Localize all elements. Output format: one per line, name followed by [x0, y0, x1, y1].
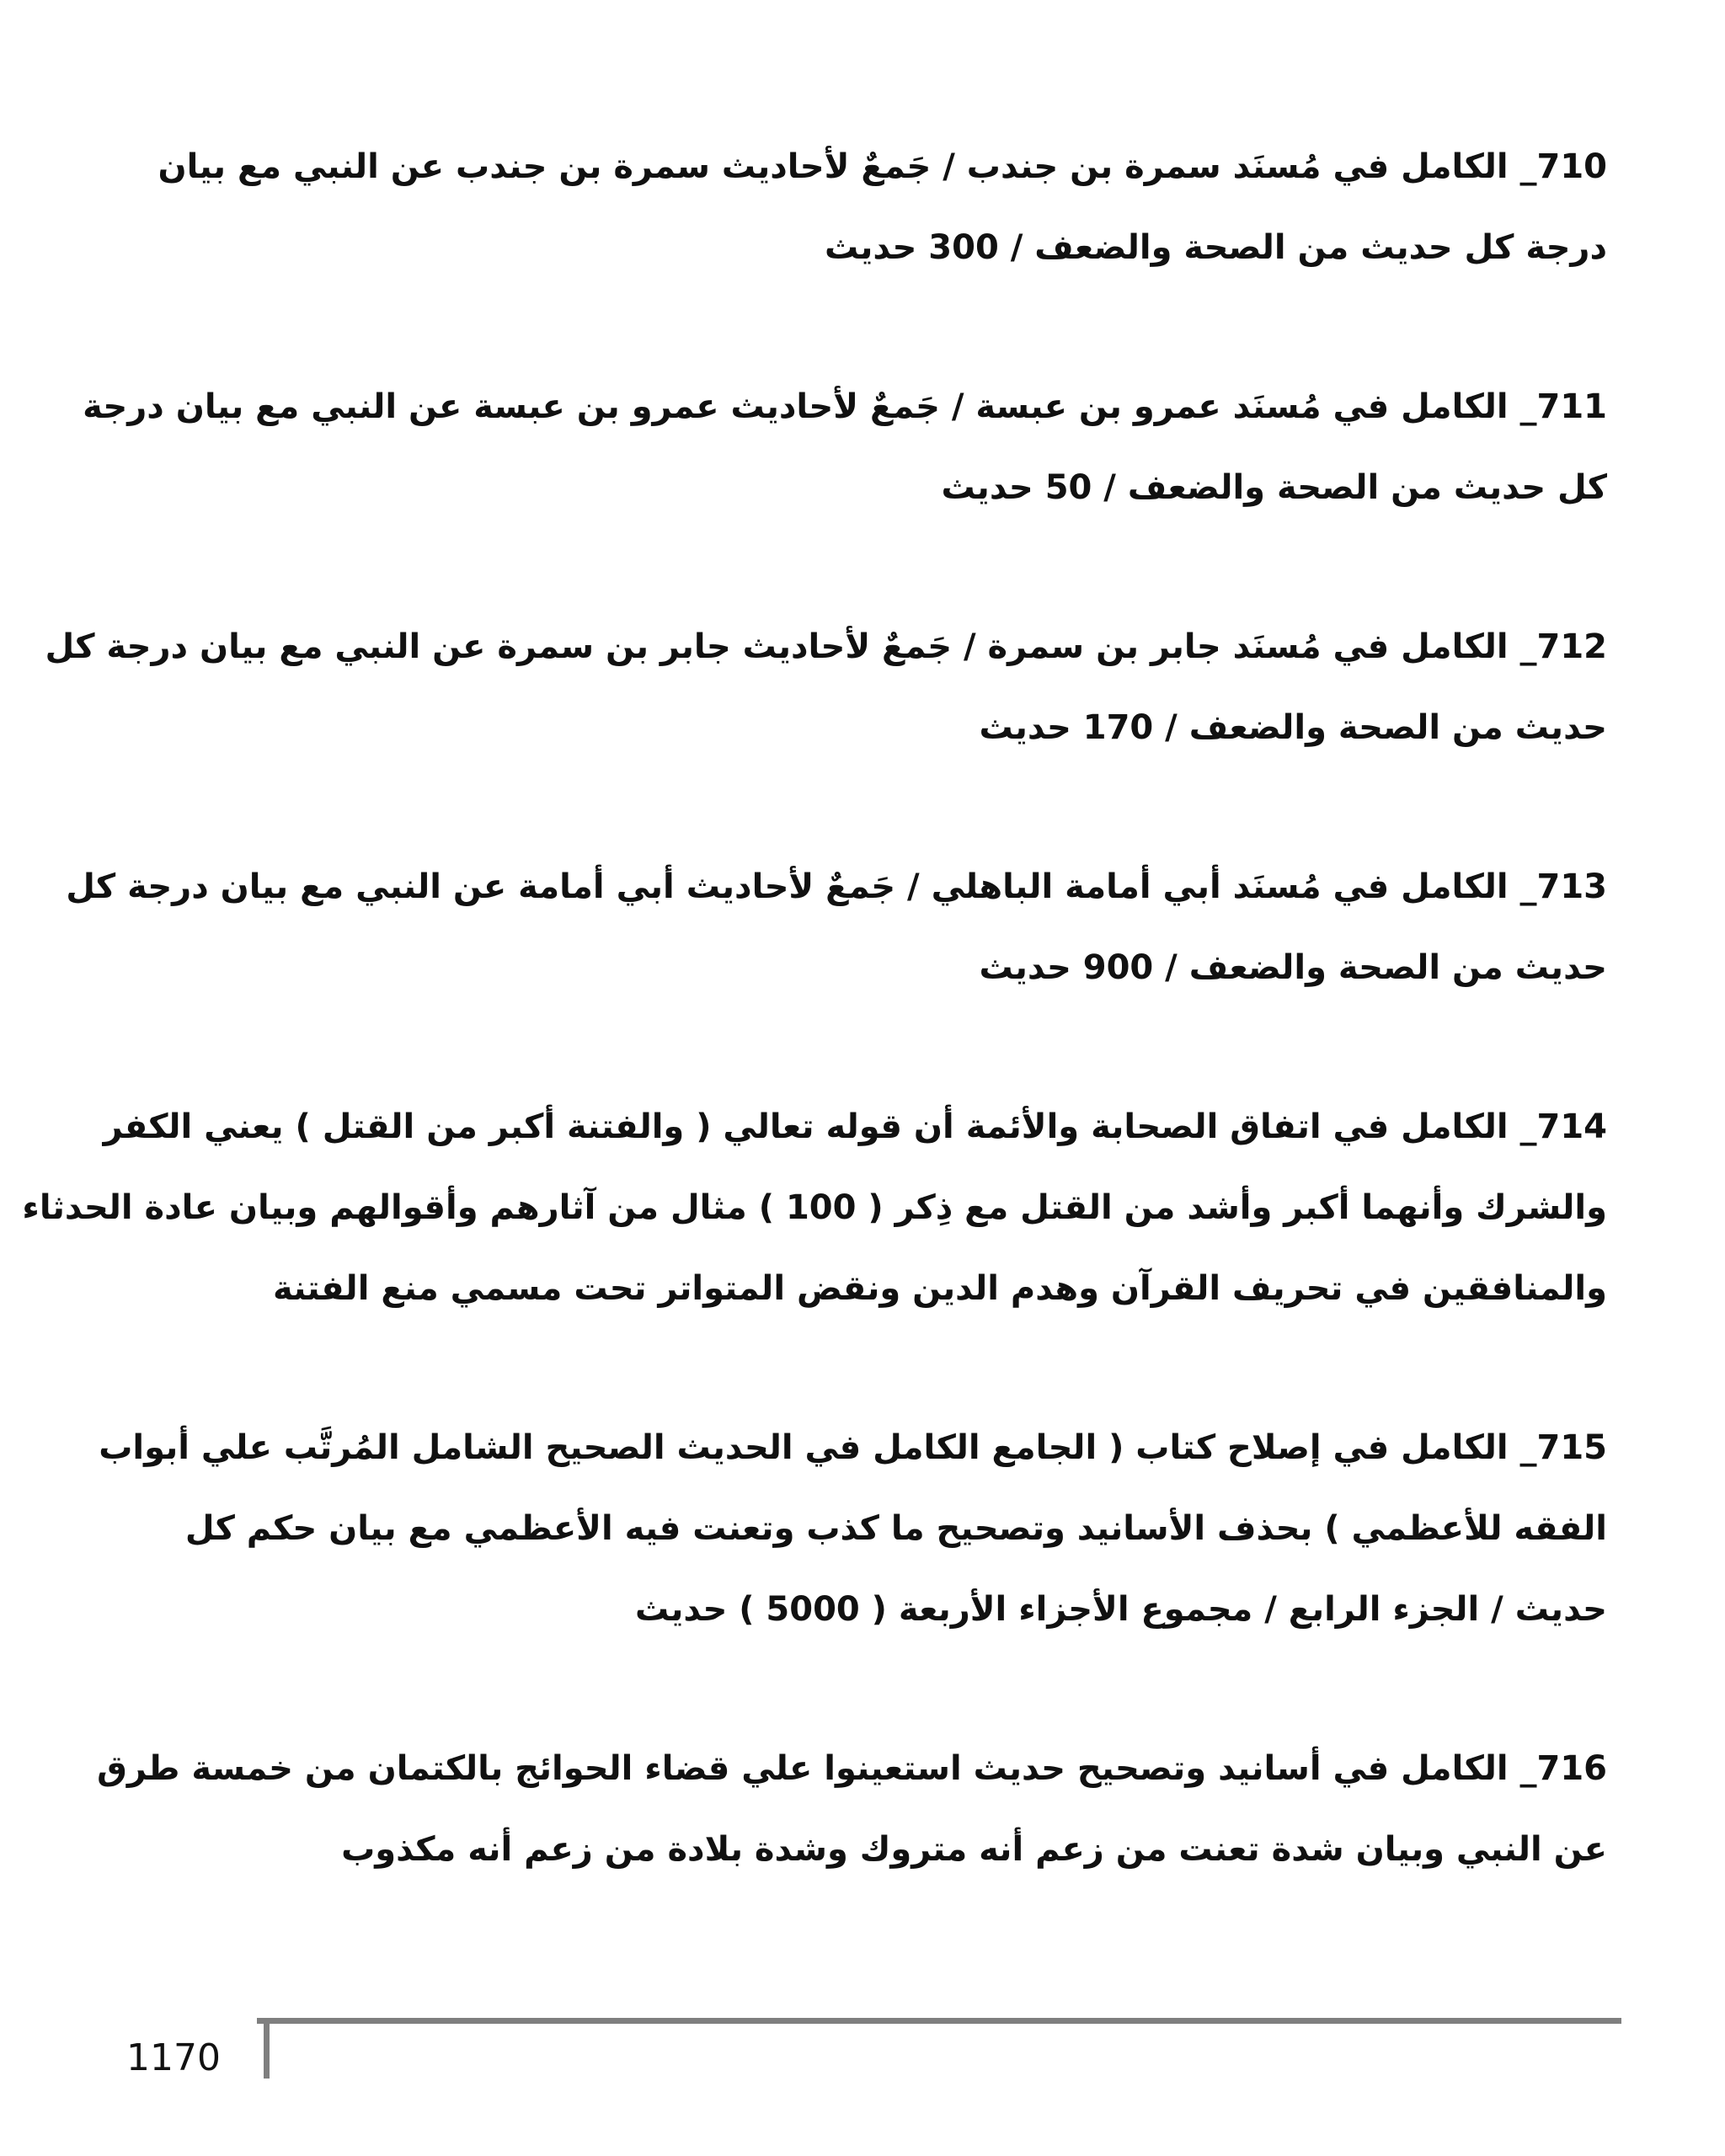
entry-line: والشرك وأنهما أكبر وأشد من القتل مع ذِكر ( 100 ) مثال من آثارهم وأقوالهم وبيان عادة الحدثاء — [22, 1188, 1607, 1227]
entry-line: الفقه للأعظمي ) بحذف الأسانيد وتصحيح ما كذب وتعنت فيه الأعظمي مع بيان حكم كل — [184, 1509, 1607, 1548]
entry-line: 715_ الكامل في إصلاح كتاب ( الجامع الكامل في الحديث الصحيح الشامل المُرتَّب علي أبواب — [99, 1428, 1607, 1467]
entry-713 — [66, 846, 1607, 1008]
entry-line: عن النبي وبيان شدة تعنت من زعم أنه متروك وشدة بلادة من زعم أنه مكذوب — [341, 1830, 1607, 1869]
entry-714 — [22, 1086, 1607, 1329]
entry-712 — [45, 606, 1607, 768]
entry-line: والمنافقين في تحريف القرآن وهدم الدين ونقض المتواتر تحت مسمي منع الفتنة — [272, 1269, 1607, 1308]
footer-rule — [257, 2018, 1621, 2024]
entry-line: درجة كل حديث من الصحة والضعف / 300 حديث — [825, 228, 1607, 267]
entry-line: حديث من الصحة والضعف / 900 حديث — [979, 948, 1607, 987]
entry-line: 713_ الكامل في مُسنَد أبي أمامة الباهلي / جَمعٌ لأحاديث أبي أمامة عن النبي مع بيان درجة كل — [66, 867, 1607, 906]
entry-line: 716_ الكامل في أسانيد وتصحيح حديث استعينوا علي قضاء الحوائج بالكتمان من خمسة طرق — [97, 1749, 1607, 1788]
page-number: 1170 — [126, 2036, 221, 2079]
entry-line: 711_ الكامل في مُسنَد عمرو بن عبسة / جَمعٌ لأحاديث عمرو بن عبسة عن النبي مع بيان درجة — [83, 387, 1607, 426]
page-body — [22, 126, 1607, 1968]
entry-715 — [99, 1407, 1607, 1650]
entry-line: 710_ الكامل في مُسنَد سمرة بن جندب / جَمعٌ لأحاديث سمرة بن جندب عن النبي مع بيان — [158, 147, 1607, 186]
entry-711 — [83, 366, 1607, 528]
entry-line: حديث من الصحة والضعف / 170 حديث — [979, 708, 1607, 747]
entry-716 — [97, 1728, 1607, 1890]
entry-line: 714_ الكامل في اتفاق الصحابة والأئمة أن قوله تعالي ( والفتنة أكبر من القتل ) يعني الكفر — [103, 1107, 1607, 1146]
entry-line: 712_ الكامل في مُسنَد جابر بن سمرة / جَمعٌ لأحاديث جابر بن سمرة عن النبي مع بيان درجة كل — [45, 627, 1607, 666]
footer-divider — [264, 2018, 270, 2079]
entry-line: حديث / الجزء الرابع / مجموع الأجزاء الأربعة ( 5000 ) حديث — [634, 1590, 1607, 1629]
entry-710 — [135, 126, 1607, 288]
entry-line: كل حديث من الصحة والضعف / 50 حديث — [941, 468, 1607, 507]
